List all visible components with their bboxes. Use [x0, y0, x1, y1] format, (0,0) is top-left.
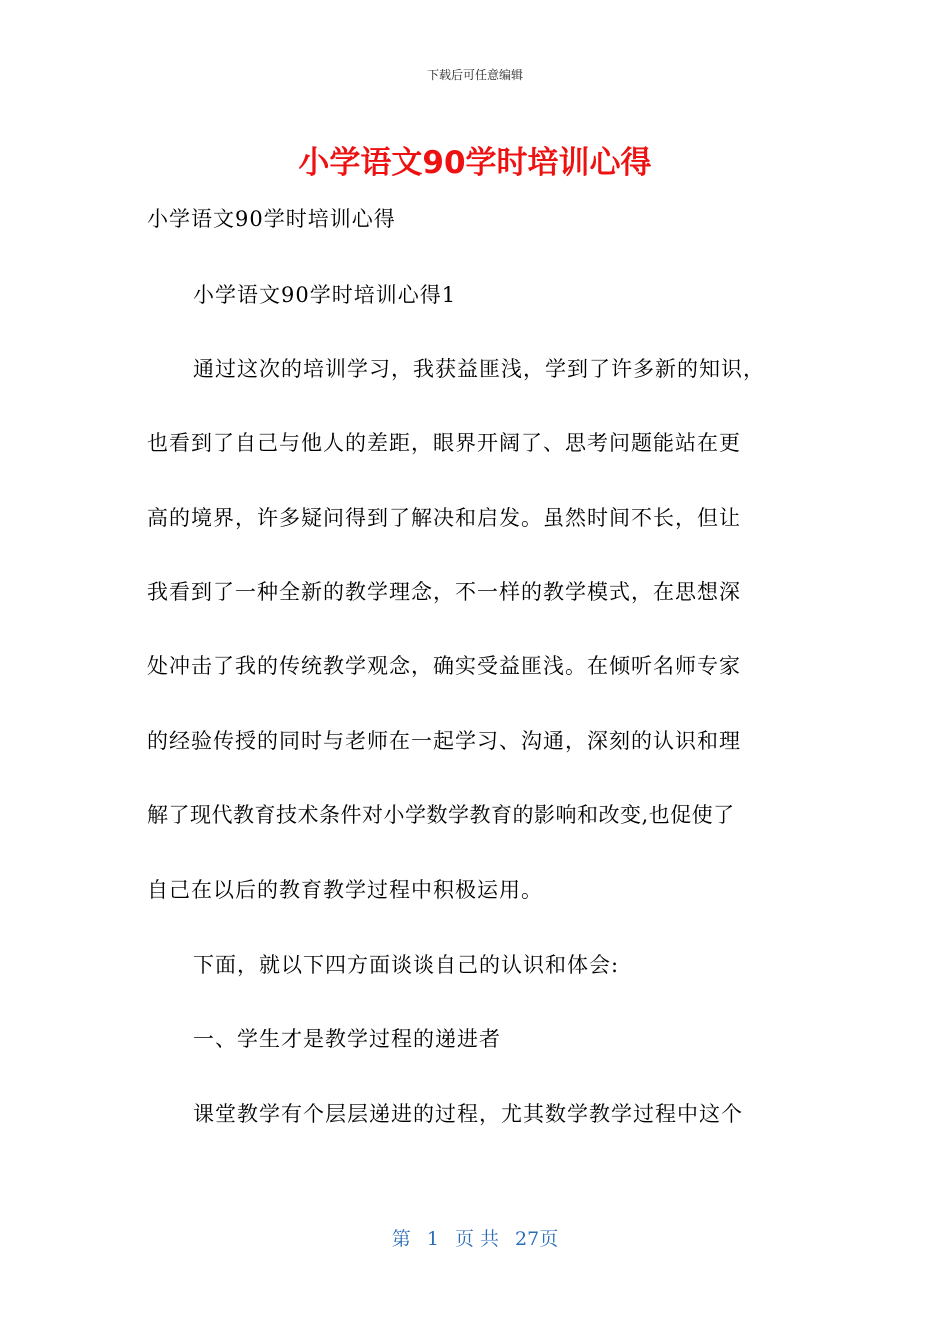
paragraph-line: 高的境界，许多疑问得到了解决和启发。虽然时间不长，但让 [147, 506, 741, 530]
subtitle-line: 小学语文90学时培训心得 [147, 207, 396, 231]
paragraph-line: 课堂教学有个层层递进的过程，尤其数学教学过程中这个 [193, 1102, 743, 1126]
footer-total-pages: 27页 [515, 1228, 559, 1250]
footer-current-page: 1 [426, 1228, 439, 1250]
paragraph-line: 的经验传授的同时与老师在一起学习、沟通，深刻的认识和理 [147, 729, 741, 753]
paragraph-line: 解了现代教育技术条件对小学数学教育的影响和改变,也促使了 [147, 803, 735, 827]
page-footer [0, 1225, 950, 1253]
footer-of-label: 页 共 [454, 1228, 499, 1250]
subsection-heading: 一、学生才是教学过程的递进者 [193, 1027, 501, 1051]
paragraph-line: 下面，就以下四方面谈谈自己的认识和体会: [193, 953, 620, 977]
document-title: 小学语文90学时培训心得 [298, 145, 652, 181]
paragraph-line: 我看到了一种全新的教学理念，不一样的教学模式，在思想深 [147, 580, 741, 604]
footer-page-label: 第 [391, 1228, 411, 1250]
paragraph-line: 通过这次的培训学习，我获益匪浅，学到了许多新的知识， [193, 357, 765, 381]
section-heading: 小学语文90学时培训心得1 [193, 283, 457, 307]
paragraph-line: 也看到了自己与他人的差距，眼界开阔了、思考问题能站在更 [147, 431, 741, 455]
paragraph-line: 处冲击了我的传统教学观念，确实受益匪浅。在倾听名师专家 [147, 654, 741, 678]
header-note: 下载后可任意编辑 [426, 68, 523, 82]
paragraph-line: 自己在以后的教育教学过程中积极运用。 [147, 878, 543, 902]
